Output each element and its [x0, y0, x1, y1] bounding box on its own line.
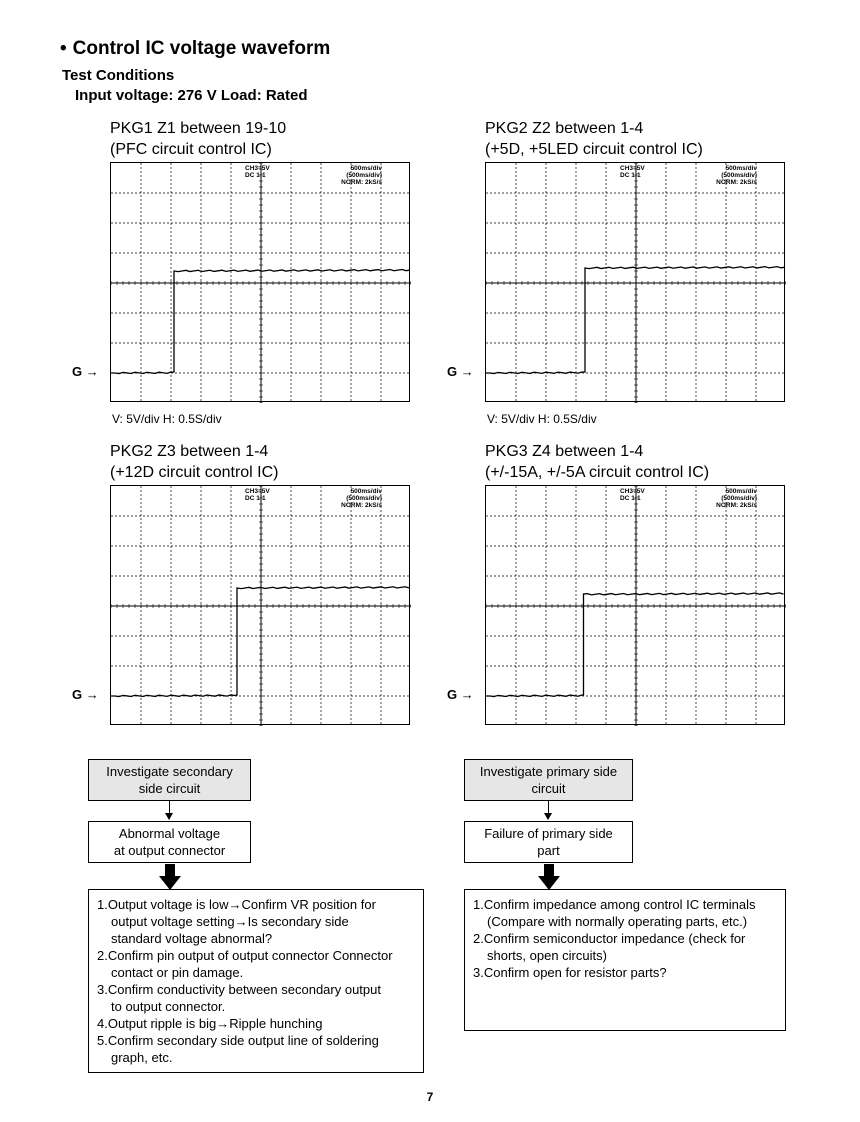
- list-item: 1.Confirm impedance among control IC terminals: [473, 897, 756, 912]
- oscilloscope-screen: [110, 485, 410, 725]
- oscilloscope-screen: [485, 162, 785, 402]
- list-item: to output connector.: [111, 999, 226, 1014]
- list-item: output voltage setting→Is secondary side: [111, 914, 349, 929]
- timebase-setting: 500ms/div (500ms/div) NORM: 2kS/s: [716, 488, 757, 509]
- list-item: 4.Output ripple is big→Ripple hunching: [97, 1016, 323, 1031]
- oscilloscope-screen: [485, 485, 785, 725]
- list-item: graph, etc.: [111, 1050, 173, 1065]
- list-item: contact or pin damage.: [111, 965, 244, 980]
- scope-grid: [486, 486, 786, 726]
- flow-box-primary-failure: Failure of primary side part: [464, 821, 633, 863]
- list-item: 3.Confirm open for resistor parts?: [473, 965, 667, 980]
- thick-arrow-down-icon: [159, 864, 181, 890]
- page-title: • Control IC voltage waveform: [60, 38, 331, 59]
- flow-box-abnormal-voltage: Abnormal voltage at output connector: [88, 821, 251, 863]
- oscilloscope-screen: [110, 162, 410, 402]
- channel-setting: CH3=5V DC 1:1: [245, 488, 270, 502]
- scope-grid: [486, 163, 786, 403]
- list-item: standard voltage abnormal?: [111, 931, 273, 946]
- panel-title: PKG2 Z2 between 1-4 (+5D, +5LED circuit control IC): [485, 120, 703, 158]
- thick-arrow-down-icon: [538, 864, 560, 890]
- waveform-panel-pkg2-z2: [485, 118, 785, 438]
- timebase-setting: 500ms/div (500ms/div) NORM: 2kS/s: [716, 165, 757, 186]
- list-item: 3.Confirm conductivity between secondary output: [97, 982, 381, 997]
- waveform-panel-pkg3-z4: [485, 441, 785, 731]
- flow-box-primary-checks: [464, 889, 786, 1031]
- waveform-trace: [486, 593, 784, 697]
- test-conditions-heading: Test Conditions: [62, 67, 175, 84]
- timebase-setting: 500ms/div (500ms/div) NORM: 2kS/s: [341, 488, 382, 509]
- ground-marker: G →: [72, 687, 99, 702]
- ground-marker: G →: [447, 687, 474, 702]
- timebase-setting: 500ms/div (500ms/div) NORM: 2kS/s: [341, 165, 382, 186]
- flow-box-investigate-primary: Investigate primary side circuit: [464, 759, 633, 801]
- scope-grid: [111, 486, 411, 726]
- waveform-trace: [111, 587, 409, 697]
- scale-label: V: 5V/div H: 0.5S/div: [112, 412, 222, 426]
- test-conditions-values: Input voltage: 276 V Load: Rated: [75, 87, 308, 104]
- flow-arrow-down-icon: [169, 801, 170, 819]
- flow-box-investigate-secondary: Investigate secondary side circuit: [88, 759, 251, 801]
- waveform-panel-pkg2-z3: [110, 441, 410, 731]
- list-item: 1.Output voltage is low→Confirm VR position for: [97, 897, 376, 912]
- list-item: 2.Confirm semiconductor impedance (check for: [473, 931, 746, 946]
- ground-marker: G →: [447, 364, 474, 379]
- channel-setting: CH3=5V DC 1:1: [620, 488, 645, 502]
- panel-title: PKG2 Z3 between 1-4 (+12D circuit control IC): [110, 443, 279, 481]
- channel-setting: CH3=5V DC 1:1: [245, 165, 270, 179]
- flow-arrow-down-icon: [548, 801, 549, 819]
- waveform-panel-pkg1-z1: [110, 118, 410, 438]
- scale-label: V: 5V/div H: 0.5S/div: [487, 412, 597, 426]
- list-item: 5.Confirm secondary side output line of soldering: [97, 1033, 379, 1048]
- channel-setting: CH3=5V DC 1:1: [620, 165, 645, 179]
- list-item: (Compare with normally operating parts, etc.): [487, 914, 748, 929]
- list-item: shorts, open circuits): [487, 948, 607, 963]
- panel-title: PKG3 Z4 between 1-4 (+/-15A, +/-5A circuit control IC): [485, 443, 710, 481]
- panel-title: PKG1 Z1 between 19-10 (PFC circuit control IC): [110, 120, 287, 158]
- scope-grid: [111, 163, 411, 403]
- list-item: 2.Confirm pin output of output connector Connector: [97, 948, 393, 963]
- flow-box-secondary-checks: [88, 889, 424, 1073]
- page-number: 7: [426, 1090, 434, 1104]
- ground-marker: G →: [72, 364, 99, 379]
